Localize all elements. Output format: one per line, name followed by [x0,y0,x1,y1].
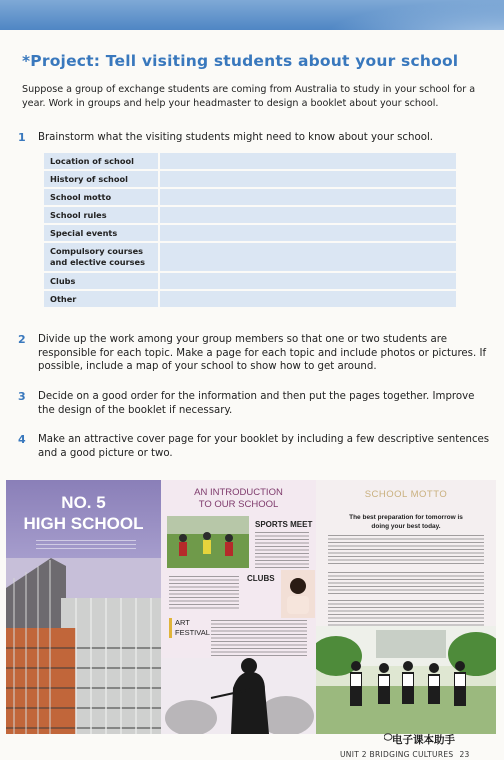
step-1 [18,131,492,145]
table-row-label: Other [44,291,160,307]
table-cell-blank [160,273,456,289]
sports-photo [167,516,249,568]
step-text: Divide up the work among your group members so that one or two students are responsible for each topic. Make a page for each topic and include photos or pictures. If possible, include a map of your school to show how to get around. [38,334,487,372]
booklet-image [6,480,496,734]
orchestra-silhouette [161,658,316,734]
school-building-illustration [6,558,161,734]
header-band [0,0,504,30]
motto-text: The best preparation for tomorrow is doing your best today. [349,514,463,530]
booklet-motto-page [316,480,496,734]
step-number: 1 [18,131,26,144]
step-text: Make an attractive cover page for your booklet by including a few descriptive sentences and a good picture or two. [38,434,490,459]
page-footer [340,750,470,759]
motto-heading: SCHOOL MOTTO [364,489,448,500]
step-number: 3 [18,390,26,403]
table-row-label: Compulsory courses and elective courses [44,243,160,271]
table-cell-blank [160,189,456,205]
step-text: Decide on a good order for the information and then put the pages together. Improve the design of the booklet if necessary. [38,391,475,416]
students-photo [316,626,496,734]
table-cell-blank [160,153,456,169]
table-row-label: History of school [44,171,160,187]
step-4 [18,433,492,460]
art-festival-label: ART FESTIVAL [169,618,210,638]
table-row-label: Special events [44,225,160,241]
table-cell-blank [160,243,456,271]
table-row-label: Clubs [44,273,160,289]
step-text: Brainstorm what the visiting students might need to know about your school. [38,132,434,143]
table-cell-blank [160,171,456,187]
page-number: 23 [459,750,470,759]
sports-meet-label: SPORTS MEET [255,520,313,529]
step-number: 2 [18,333,26,346]
cover-title: NO. 5 HIGH SCHOOL [23,493,144,533]
table-row-label: School rules [44,207,160,223]
step-3 [18,390,492,417]
step-2 [18,333,492,374]
intro-paragraph: Suppose a group of exchange students are coming from Australia to study in your school for a year. Work in groups and help your headmaster to design a booklet about your school. [22,84,476,109]
table-row-label: Location of school [44,153,160,169]
table-row-label: School motto [44,189,160,205]
table-cell-blank [160,291,456,307]
footer-section: UNIT 2 BRIDGING CULTURES [340,750,454,759]
brainstorm-table [44,151,456,309]
project-title: *Project: Tell visiting students about your school [22,52,459,70]
intro-heading: AN INTRODUCTION TO OUR SCHOOL [194,487,283,510]
booklet-intro-page [161,480,316,734]
watermark-text: 电子课本助手 [392,734,455,746]
club-photo [281,570,315,618]
step-number: 4 [18,433,26,446]
booklet-cover-page [6,480,161,734]
table-cell-blank [160,207,456,223]
table-cell-blank [160,225,456,241]
clubs-label: CLUBS [247,574,275,583]
